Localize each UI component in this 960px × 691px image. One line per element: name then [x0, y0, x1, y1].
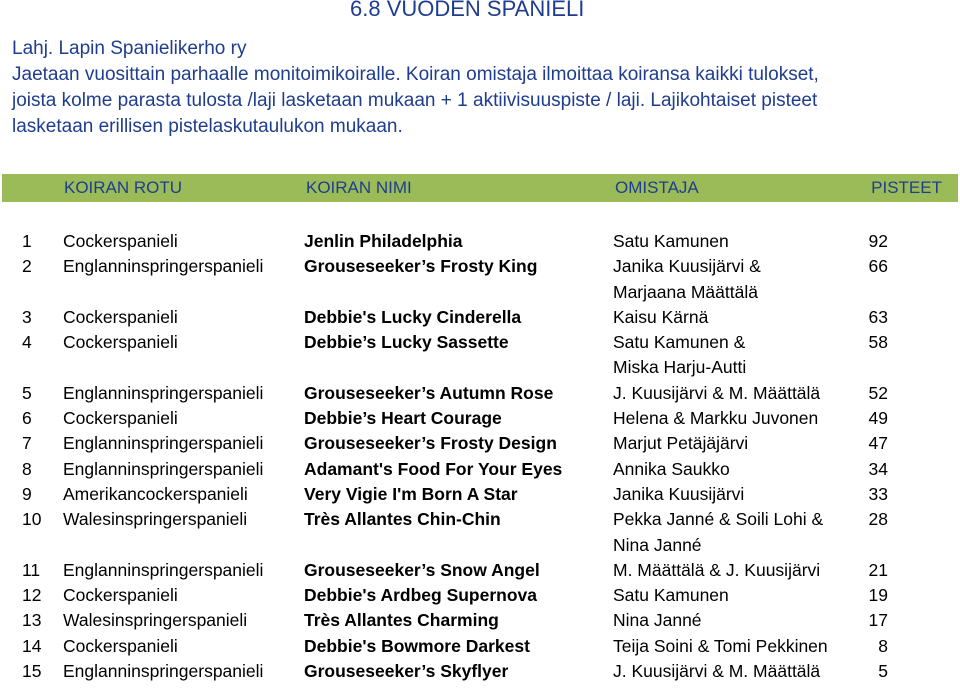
row-points: 49: [868, 408, 888, 429]
row-dog-name: Debbie’s Lucky Sassette: [304, 332, 509, 353]
row-points: 58: [868, 332, 888, 353]
row-breed: Englanninspringerspanieli: [63, 433, 264, 454]
intro-line: Jaetaan vuosittain parhaalle monitoimikoiralle. Koiran omistaja ilmoittaa koiransa kaikki tulokset,: [12, 64, 819, 85]
row-owner: [613, 457, 730, 482]
row-owner-line: Marjut Petäjäjärvi: [613, 433, 749, 454]
row-number: 11: [22, 559, 41, 580]
row-number: 13: [22, 610, 42, 631]
row-owner-line: Teija Soini & Tomi Pekkinen: [613, 635, 828, 656]
row-breed: Englanninspringerspanieli: [63, 256, 264, 277]
row-number: 14: [22, 635, 42, 656]
table-row: [0, 482, 960, 507]
table-header: [2, 174, 958, 202]
row-dog-name: Adamant's Food For Your Eyes: [304, 458, 563, 479]
row-owner-line: Miska Harju-Autti: [613, 357, 747, 378]
row-owner: [613, 330, 746, 381]
row-number: 10: [22, 509, 42, 530]
row-breed: Walesinspringerspanieli: [63, 610, 248, 631]
table-row: [0, 330, 960, 381]
row-dog-name: Debbie's Lucky Cinderella: [304, 306, 522, 327]
row-number: 2: [22, 256, 32, 277]
row-owner-line: Satu Kamunen: [613, 585, 729, 606]
row-number: 4: [22, 332, 32, 353]
row-owner-line: Helena & Markku Juvonen: [613, 408, 819, 429]
row-number: 3: [22, 306, 32, 327]
row-owner: [613, 482, 744, 507]
row-dog-name: Grouseseeker’s Snow Angel: [304, 559, 540, 580]
row-owner-line: Satu Kamunen: [613, 231, 729, 251]
table-row: [0, 583, 960, 608]
table-row: [0, 659, 960, 684]
row-breed: Cockerspanieli: [63, 231, 178, 251]
header-pisteet: PISTEET: [871, 178, 942, 197]
intro-line: lasketaan erillisen pistelaskutaulukon mukaan.: [12, 116, 403, 137]
row-owner-line: Nina Janné: [613, 610, 702, 631]
row-dog-name: Grouseseeker’s Frosty King: [304, 256, 538, 277]
row-owner: [613, 583, 729, 608]
row-breed: Cockerspanieli: [63, 332, 178, 353]
intro-line: joista kolme parasta tulosta /laji lasketaan mukaan + 1 aktiivisuuspiste / laji. Lajikohtaiset pisteet: [12, 90, 818, 111]
row-dog-name: Debbie's Bowmore Darkest: [304, 635, 530, 656]
row-points: 21: [868, 559, 888, 580]
row-owner-line: Pekka Janné & Soili Lohi &: [613, 509, 824, 530]
table-row: [0, 431, 960, 456]
row-owner: [613, 305, 708, 330]
row-points: 47: [868, 433, 888, 454]
row-breed: Amerikancockerspanieli: [63, 483, 248, 504]
row-owner: [613, 507, 823, 558]
table-row: [0, 305, 960, 330]
row-breed: Walesinspringerspanieli: [63, 509, 248, 530]
table-row: [0, 381, 960, 406]
row-points: 19: [868, 585, 888, 606]
row-dog-name: Grouseseeker’s Frosty Design: [304, 433, 557, 454]
row-breed: Englanninspringerspanieli: [63, 661, 264, 682]
row-owner-line: M. Määttälä & J. Kuusijärvi: [613, 559, 821, 580]
table-row: [0, 558, 960, 583]
row-owner-line: Janika Kuusijärvi: [613, 483, 745, 504]
row-points: 63: [868, 306, 888, 327]
row-points: 52: [868, 382, 888, 403]
row-breed: Cockerspanieli: [63, 306, 178, 327]
table-row: [0, 608, 960, 633]
row-points: 5: [878, 661, 888, 682]
row-breed: Cockerspanieli: [63, 585, 178, 606]
table-row: [0, 507, 960, 558]
row-number: 8: [22, 458, 32, 479]
row-owner: [613, 634, 828, 659]
row-breed: Cockerspanieli: [63, 635, 178, 656]
row-dog-name: Très Allantes Chin-Chin: [304, 509, 501, 530]
row-dog-name: Très Allantes Charming: [304, 610, 499, 631]
row-owner-line: Kaisu Kärnä: [613, 306, 709, 327]
row-owner: [613, 608, 702, 633]
row-number: 15: [22, 661, 42, 682]
table-row: [0, 254, 960, 305]
header-nimi: KOIRAN NIMI: [306, 178, 412, 197]
table-row: [0, 229, 960, 254]
row-number: 9: [22, 483, 32, 504]
row-points: 66: [868, 256, 888, 277]
row-dog-name: Debbie’s Heart Courage: [304, 408, 502, 429]
page-title: 6.8 VUODEN SPANIELI: [350, 0, 585, 21]
row-breed: Cockerspanieli: [63, 408, 178, 429]
row-points: 8: [878, 635, 888, 656]
row-dog-name: Very Vigie I'm Born A Star: [304, 483, 518, 504]
row-owner: [613, 558, 820, 583]
row-points: 34: [868, 458, 888, 479]
row-number: 12: [22, 585, 42, 606]
row-owner-line: Annika Saukko: [613, 458, 730, 479]
row-owner: [613, 229, 729, 254]
row-owner-line: Satu Kamunen &: [613, 332, 746, 353]
row-owner: [613, 381, 820, 406]
row-owner-line: J. Kuusijärvi & M. Määttälä: [613, 661, 821, 682]
row-owner: [613, 431, 748, 456]
row-dog-name: Debbie's Ardbeg Supernova: [304, 585, 538, 606]
row-points: 33: [868, 483, 888, 504]
row-owner: [613, 406, 818, 431]
intro-line: Lahj. Lapin Spanielikerho ry: [12, 38, 247, 59]
header-rotu: KOIRAN ROTU: [64, 178, 183, 197]
row-owner: [613, 254, 761, 305]
table-row: [0, 457, 960, 482]
header-omistaja: OMISTAJA: [615, 178, 699, 197]
row-owner: [613, 659, 820, 684]
row-points: 28: [868, 509, 888, 530]
row-breed: Englanninspringerspanieli: [63, 559, 264, 580]
row-breed: Englanninspringerspanieli: [63, 382, 264, 403]
row-dog-name: Grouseseeker’s Skyflyer: [304, 661, 509, 682]
table-row: [0, 634, 960, 659]
intro-text: [12, 36, 952, 140]
row-points: 17: [868, 610, 888, 631]
results-table: [0, 174, 960, 682]
row-number: 7: [22, 433, 32, 454]
row-number: 1: [22, 231, 32, 251]
row-breed: Englanninspringerspanieli: [63, 458, 264, 479]
row-number: 6: [22, 408, 32, 429]
row-owner-line: Janika Kuusijärvi &: [613, 256, 761, 277]
table-body: [0, 229, 960, 684]
row-owner-line: Marjaana Määttälä: [613, 281, 758, 302]
row-points: 92: [868, 231, 888, 251]
row-number: 5: [22, 382, 32, 403]
table-row: [0, 406, 960, 431]
row-dog-name: Jenlin Philadelphia: [304, 231, 463, 251]
row-owner-line: Nina Janné: [613, 534, 702, 555]
row-owner-line: J. Kuusijärvi & M. Määttälä: [613, 382, 821, 403]
row-dog-name: Grouseseeker’s Autumn Rose: [304, 382, 554, 403]
